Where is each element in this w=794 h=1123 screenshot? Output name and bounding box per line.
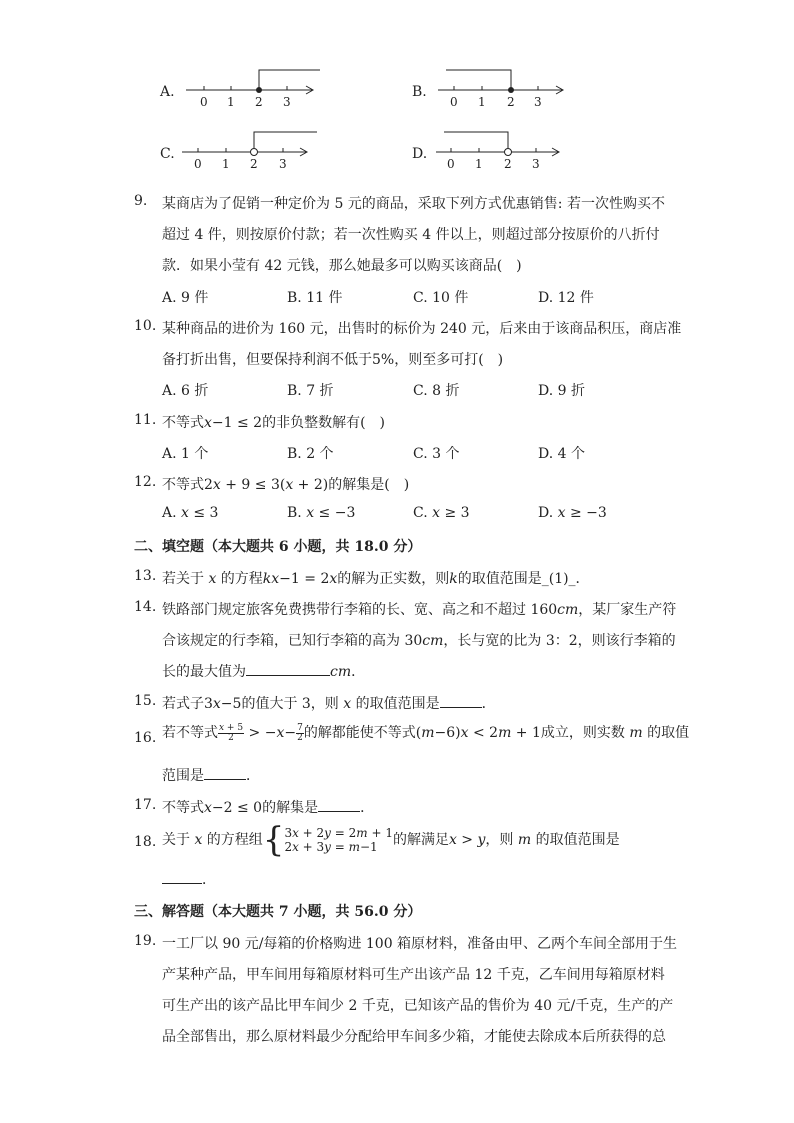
question-text: 超过 4 件，则按原价付款；若一次性购买 4 件以上，则超过部分按原价的八折付 [162, 227, 660, 243]
option-d[interactable]: D. 4 个 [538, 446, 585, 462]
answer-blank[interactable] [204, 765, 246, 780]
equation-system: 3𝑥 + 2𝑦 = 2𝑚 + 1 2𝑥 + 3𝑦 = 𝑚−1 [284, 826, 393, 854]
text-segment: 的解都能使不等式(𝑚−6)𝑥 < 2𝑚 + 1成立，则实数 𝑚 的取值 [303, 725, 690, 741]
question-text: 产某种产品，甲车间用每箱原材料可生产出该产品 12 千克，乙车间用每箱原材料 [162, 967, 665, 983]
question-number: 19. [134, 933, 157, 949]
option-a[interactable]: A. 9 件 [162, 290, 209, 306]
question-text: 铁路部门规定旅客免费携带行李箱的长、宽、高之和不超过 160𝑐𝑚，某厂家生产符 [162, 602, 677, 618]
tick-label: 2 [504, 157, 512, 171]
question-number: 17. [134, 797, 157, 813]
option-c[interactable]: C. 3 个 [413, 446, 460, 462]
answer-blank[interactable] [162, 869, 202, 884]
text-segment: 范围是 [162, 768, 204, 784]
text-segment: 关于 𝑥 的方程组 [162, 832, 263, 848]
question-number: 13. [134, 568, 157, 584]
option-a[interactable]: A. 𝑥 ≤ 3 [162, 505, 219, 521]
tick-label: 1 [227, 95, 235, 109]
question-text: 合该规定的行李箱，已知行李箱的高为 30𝑐𝑚，长与宽的比为 3：2，则该行李箱的 [162, 633, 676, 649]
number-line-a [180, 66, 320, 112]
question-text [162, 693, 496, 713]
question-number: 15. [134, 693, 157, 709]
tick-label: 2 [255, 95, 263, 109]
tick-label: 0 [200, 95, 208, 109]
option-b-label: B. [412, 84, 427, 100]
option-d[interactable]: D. 12 件 [538, 290, 594, 306]
tick-label: 1 [222, 157, 230, 171]
option-c-label: C. [160, 146, 175, 162]
text-segment: > −𝑥− [244, 725, 297, 741]
option-c[interactable]: C. 𝑥 ≥ 3 [413, 505, 470, 521]
question-text [162, 820, 620, 860]
option-c[interactable]: C. 8 折 [413, 383, 460, 399]
option-d-label: D. [412, 146, 428, 162]
fraction: $\frac{7}{2}$ [297, 722, 303, 743]
answer-blank[interactable] [246, 661, 330, 676]
option-b[interactable]: B. 𝑥 ≤ −3 [287, 505, 356, 521]
option-d[interactable]: D. 9 折 [538, 383, 585, 399]
tick-label: 3 [532, 157, 540, 171]
tick-label: 3 [534, 95, 542, 109]
question-text: 备打折出售，但要保持利润不低于5%，则至多可打( ) [162, 352, 504, 368]
question-text [162, 661, 365, 681]
section-heading: 二、填空题（本大题共 6 小题，共 18.0 分） [134, 539, 422, 555]
question-text: 一工厂以 90 元/每箱的价格购进 100 箱原材料，准备由甲、乙两个车间全部用于生 [162, 936, 678, 952]
question-number: 12. [134, 474, 157, 490]
tick-label: 2 [507, 95, 515, 109]
number-line-b [432, 66, 572, 112]
tick-label: 1 [475, 157, 483, 171]
question-number: 9. [134, 193, 148, 209]
option-a-label: A. [160, 84, 175, 100]
brace-icon: { [262, 820, 285, 860]
tick-label: 3 [283, 95, 291, 109]
answer-blank[interactable] [440, 693, 482, 708]
question-text [162, 765, 260, 785]
text-segment: ． [481, 696, 496, 712]
tick-label: 0 [194, 157, 202, 171]
question-text: 某种商品的进价为 160 元，出售时的标价为 240 元，后来由于该商品积压，商店准 [162, 321, 682, 337]
answer-blank[interactable] [318, 797, 360, 812]
option-c[interactable]: C. 10 件 [413, 290, 469, 306]
tick-label: 2 [250, 157, 258, 171]
text-segment: 的解满足𝑥 > 𝑦，则 𝑚 的取值范围是 [392, 832, 620, 848]
tick-label: 0 [447, 157, 455, 171]
option-b[interactable]: B. 7 折 [287, 383, 334, 399]
question-text: 品全部售出，那么原材料最少分配给甲车间多少箱，才能使去除成本后所获得的总 [162, 1029, 666, 1045]
question-text: 不等式𝑥−1 ≤ 2的非负整数解有( ) [162, 415, 385, 431]
question-text: 某商店为了促销一种定价为 5 元的商品，采取下列方式优惠销售: 若一次性购买不 [162, 196, 665, 212]
option-a[interactable]: A. 6 折 [162, 383, 209, 399]
tick-label: 0 [450, 95, 458, 109]
question-number: 16. [134, 730, 157, 746]
question-text: 款．如果小莹有 42 元钱，那么她最多可以购买该商品( ) [162, 258, 522, 274]
text-segment: 若不等式 [162, 725, 218, 741]
question-text [162, 722, 689, 743]
text-segment: ． [360, 800, 375, 816]
text-segment: 不等式𝑥−2 ≤ 0的解集是 [162, 800, 319, 816]
option-d[interactable]: D. 𝑥 ≥ −3 [538, 505, 607, 521]
question-number: 11. [134, 412, 157, 428]
tick-label: 1 [478, 95, 486, 109]
option-b[interactable]: B. 2 个 [287, 446, 334, 462]
option-a[interactable]: A. 1 个 [162, 446, 209, 462]
fraction: $\frac{\text{𝑥 + 5}}{2}$ [219, 722, 244, 743]
tick-label: 3 [279, 157, 287, 171]
text-segment: 𝑐𝑚． [330, 664, 366, 680]
number-line-c [176, 128, 318, 174]
option-b[interactable]: B. 11 件 [287, 290, 343, 306]
question-text [162, 869, 216, 889]
text-segment: 若式子3𝑥−5的值大于 3，则 𝑥 的取值范围是 [162, 696, 440, 712]
section-heading: 三、解答题（本大题共 7 小题，共 56.0 分） [134, 904, 422, 920]
question-number: 18. [134, 834, 157, 850]
number-line-d [430, 128, 566, 174]
question-number: 14. [134, 599, 157, 615]
question-text [162, 797, 374, 817]
text-segment: ． [202, 872, 216, 888]
text-segment: ． [246, 768, 260, 784]
question-text: 可生产出的该产品比甲车间少 2 千克，已知该产品的售价为 40 元/千克，生产的产 [162, 998, 674, 1014]
text-segment: 长的最大值为 [162, 664, 246, 680]
question-number: 10. [134, 318, 157, 334]
question-text: 若关于 𝑥 的方程𝑘𝑥−1 = 2𝑥的解为正实数，则𝑘的取值范围是_(1)_． [162, 571, 590, 587]
question-text: 不等式2𝑥 + 9 ≤ 3(𝑥 + 2)的解集是( ) [162, 477, 410, 493]
